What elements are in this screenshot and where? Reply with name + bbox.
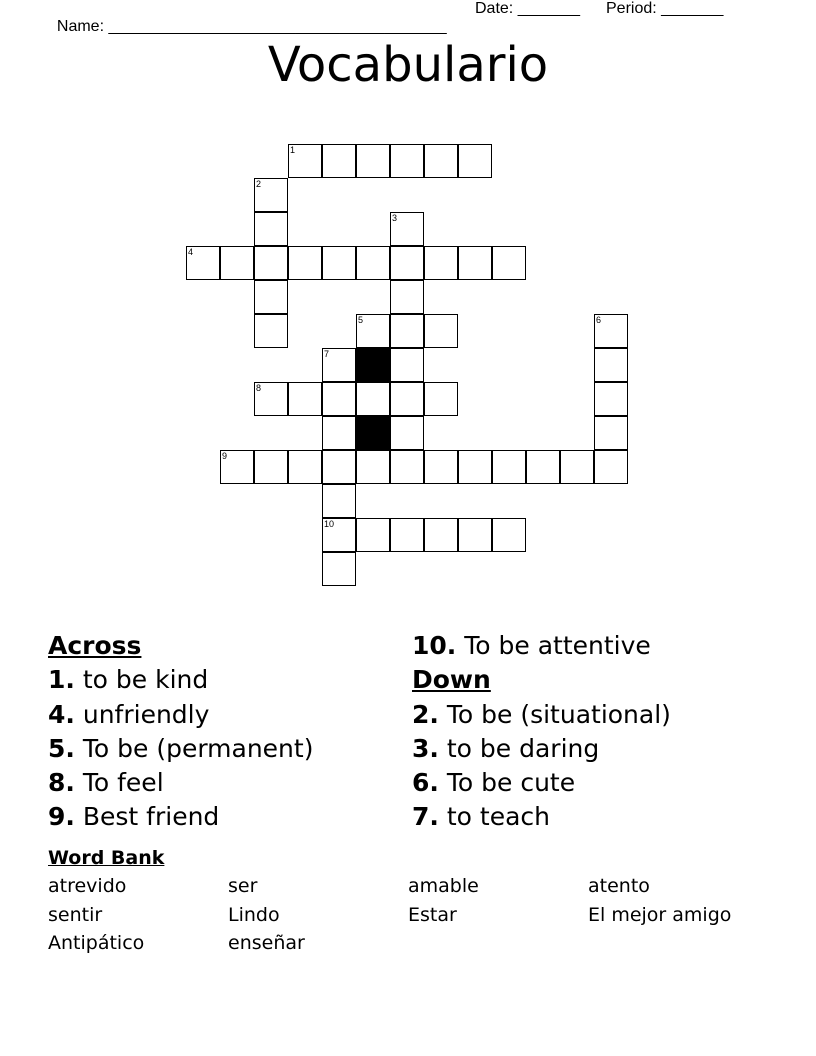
crossword-cell[interactable] xyxy=(254,314,288,348)
crossword-cell[interactable] xyxy=(220,450,254,484)
clue-across-5: 5. To be (permanent) xyxy=(48,733,314,763)
crossword-cell[interactable] xyxy=(356,518,390,552)
crossword-cell[interactable] xyxy=(594,382,628,416)
crossword-cell[interactable] xyxy=(288,246,322,280)
crossword-cell[interactable] xyxy=(288,144,322,178)
clue-down-2: 2. To be (situational) xyxy=(412,699,671,729)
crossword-cell[interactable] xyxy=(390,450,424,484)
crossword-cell[interactable] xyxy=(322,416,356,450)
crossword-cell[interactable] xyxy=(560,450,594,484)
crossword-cell[interactable] xyxy=(322,518,356,552)
crossword-cell[interactable] xyxy=(458,450,492,484)
crossword-cell[interactable] xyxy=(356,382,390,416)
crossword-cell[interactable] xyxy=(424,382,458,416)
crossword-cell[interactable] xyxy=(254,382,288,416)
crossword-cell[interactable] xyxy=(254,246,288,280)
crossword-cell[interactable] xyxy=(322,144,356,178)
clue-number: 8 xyxy=(256,383,262,393)
clue-across-9: 9. Best friend xyxy=(48,802,220,832)
word-bank-item: atento xyxy=(588,875,650,897)
crossword-cell[interactable] xyxy=(390,280,424,314)
crossword-cell[interactable] xyxy=(254,212,288,246)
page-title: Vocabulario xyxy=(267,37,549,93)
clue-down-6: 6. To be cute xyxy=(412,768,576,798)
crossword-cell[interactable] xyxy=(492,246,526,280)
clues-left-column xyxy=(48,629,313,835)
clue-number: 3 xyxy=(392,213,398,223)
period-field-label: Period: _______ xyxy=(606,0,724,17)
crossword-cell[interactable] xyxy=(424,314,458,348)
crossword-cell[interactable] xyxy=(356,246,390,280)
clue-across-8: 8. To feel xyxy=(48,768,164,798)
crossword-black-cell xyxy=(356,348,390,382)
crossword-cell[interactable] xyxy=(424,518,458,552)
word-bank-item: Estar xyxy=(408,904,457,926)
word-bank-item: El mejor amigo xyxy=(588,904,732,926)
crossword-cell[interactable] xyxy=(322,484,356,518)
clue-down-7: 7. to teach xyxy=(412,802,550,832)
crossword-cell[interactable] xyxy=(322,348,356,382)
crossword-cell[interactable] xyxy=(390,518,424,552)
clues-right-column xyxy=(412,629,671,835)
clue-number: 9 xyxy=(222,451,228,461)
crossword-cell[interactable] xyxy=(526,450,560,484)
crossword-cell[interactable] xyxy=(186,246,220,280)
clue-number: 6 xyxy=(596,315,602,325)
across-heading: Across xyxy=(48,631,142,660)
crossword-cell[interactable] xyxy=(390,314,424,348)
down-heading: Down xyxy=(412,665,491,695)
crossword-cell[interactable] xyxy=(322,246,356,280)
clue-across-10: 10. To be attentive xyxy=(412,631,651,660)
crossword-black-cell xyxy=(356,416,390,450)
crossword-cell[interactable] xyxy=(492,518,526,552)
crossword-cell[interactable] xyxy=(594,416,628,450)
crossword-cell[interactable] xyxy=(356,314,390,348)
clue-across-4: 4. unfriendly xyxy=(48,699,210,729)
crossword-cell[interactable] xyxy=(594,450,628,484)
crossword-cell[interactable] xyxy=(254,280,288,314)
name-field-label: Name: ______________________________________ xyxy=(56,18,447,35)
clue-number: 7 xyxy=(324,349,330,359)
date-field-label: Date: _______ xyxy=(475,0,580,17)
word-bank-item: Antipático xyxy=(48,932,145,954)
crossword-cell[interactable] xyxy=(424,144,458,178)
crossword-cell[interactable] xyxy=(220,246,254,280)
crossword-cell[interactable] xyxy=(594,314,628,348)
crossword-cell[interactable] xyxy=(322,552,356,586)
crossword-cell[interactable] xyxy=(254,450,288,484)
clue-number: 2 xyxy=(256,179,262,189)
crossword-cell[interactable] xyxy=(322,450,356,484)
clue-number: 4 xyxy=(188,247,194,257)
crossword-cell[interactable] xyxy=(322,382,356,416)
crossword-cell[interactable] xyxy=(424,450,458,484)
word-bank-item: atrevido xyxy=(48,875,127,897)
crossword-cell[interactable] xyxy=(390,246,424,280)
clue-number: 5 xyxy=(358,315,364,325)
crossword-cell[interactable] xyxy=(288,450,322,484)
crossword-cell[interactable] xyxy=(356,144,390,178)
crossword-cell[interactable] xyxy=(458,518,492,552)
clue-number: 10 xyxy=(324,519,335,529)
crossword-cell[interactable] xyxy=(390,144,424,178)
word-bank-item: enseñar xyxy=(228,932,305,954)
crossword-cell[interactable] xyxy=(458,144,492,178)
crossword-cell[interactable] xyxy=(458,246,492,280)
crossword-cell[interactable] xyxy=(594,348,628,382)
crossword-cell[interactable] xyxy=(390,382,424,416)
crossword-cell[interactable] xyxy=(424,246,458,280)
crossword-cell[interactable] xyxy=(390,416,424,450)
crossword-cell[interactable] xyxy=(492,450,526,484)
crossword-cell[interactable] xyxy=(390,212,424,246)
crossword-cell[interactable] xyxy=(288,382,322,416)
word-bank-item: amable xyxy=(408,875,479,897)
word-bank-item: Lindo xyxy=(228,904,280,926)
word-bank-heading: Word Bank xyxy=(48,847,165,869)
clue-across-1: 1. to be kind xyxy=(48,665,209,695)
clue-down-3: 3. to be daring xyxy=(412,733,600,763)
clue-number: 1 xyxy=(290,145,296,155)
word-bank-item: sentir xyxy=(48,904,103,926)
word-bank-item: ser xyxy=(228,875,258,897)
crossword-cell[interactable] xyxy=(356,450,390,484)
crossword-cell[interactable] xyxy=(254,178,288,212)
crossword-cell[interactable] xyxy=(390,348,424,382)
